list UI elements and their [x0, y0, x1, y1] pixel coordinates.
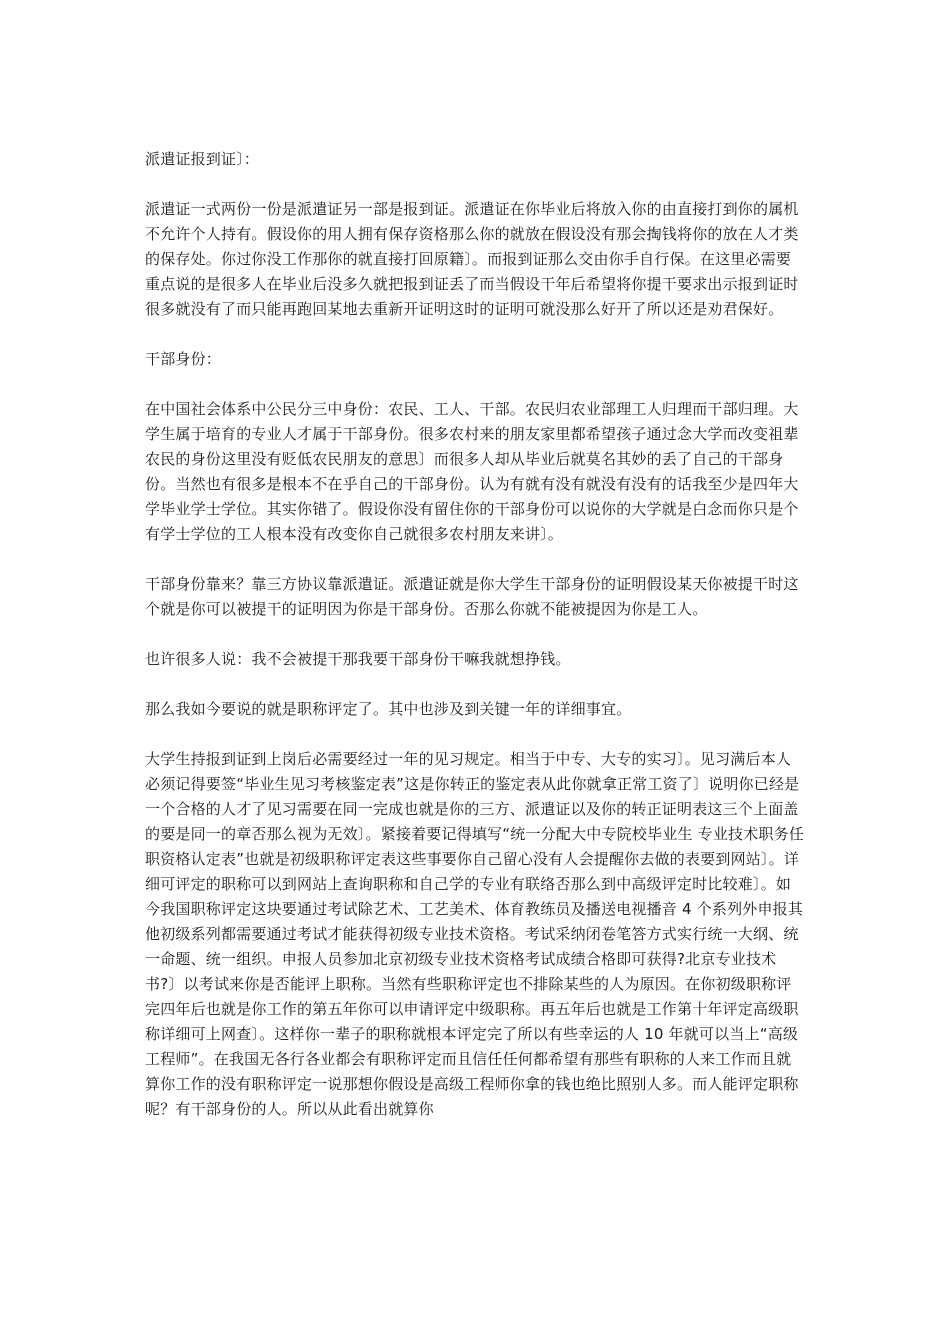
- paragraph-title-evaluation-intro: 那么我如今要说的就是职称评定了。其中也涉及到关键一年的详细事宜。: [145, 700, 632, 718]
- document-body: [145, 147, 805, 1122]
- paragraph-social-identity: 在中国社会体系中公民分三中身份：农民、工人、干部。农民归农业部理工人归理而干部归理。大学生属于培育的专业人才属于干部身份。很多农村来的朋友家里都希望孩子通过念大学而改变祖辈农民的身份这里没有贬低农民朋友的意思〕而很多人却从毕业后就莫名其妙的丢了自己的干部身份。当然也有很多是根本不在乎自己的干部身份。认为有就有没有就没有没有的话我至少是四年大学毕业学士学位。其实你错了。假设你没有留住你的干部身份可以说你的大学就是白念而你只是个有学士学位的工人根本没有改变你自己就很多农村朋友来讲〕。: [145, 400, 799, 543]
- paragraph-cadre-proof: 干部身份靠来？靠三方协议靠派遣证。派遣证就是你大学生干部身份的证明假设某天你被提干时这个就是你可以被提干的证明因为你是干部身份。否那么你就不能被提因为你是工人。: [145, 575, 799, 618]
- heading-dispatch-certificate: 派遣证报到证〕：: [145, 150, 260, 168]
- paragraph-earn-money: 也许很多人说：我不会被提干那我要干部身份干嘛我就想挣钱。: [145, 650, 571, 668]
- paragraph-dispatch-certificate: 派遣证一式两份一份是派遣证另一部是报到证。派遣证在你毕业后将放入你的由直接打到你的属机不允许个人持有。假设你的用人拥有保存资格那么你的就放在假设没有那会掏钱将你的放在人才类的保存处。你过你没工作那你的就直接打回原籍〕。而报到证那么交由你手自行保。在这里必需要重点说的是很多人在毕业后没多久就把报到证丢了而当假设干年后希望将你提干要求出示报到证时很多就没有了而只能再跑回某地去重新开证明这时的证明可就没那么好开了所以还是劝君保好。: [145, 200, 799, 318]
- paragraph-internship-title-evaluation: 大学生持报到证到上岗后必需要经过一年的见习规定。相当于中专、大专的实习〕。见习满后本人必须记得要签“毕业生见习考核鉴定表”这是你转正的鉴定表从此你就拿正常工资了〕说明你已经是一个合格的人才了见习需要在同一完成也就是你的三方、派遣证以及你的转正证明表这三个上面盖的要是同一的章否那么视为无效〕。紧接着要记得填写“统一分配大中专院校毕业生 专业技术职务任职资格认定表”也就是初级职称评定表这些事要你自己留心没有人会提醒你去做的表要到网站〕。详细可评定的职称可以到网站上查询职称和自己学的专业有联络否那么到中高级评定时比较难〕。如今我国职称评定这块要通过考试除艺术、工艺美术、体育教练员及播送电视播音 4 个系列外申报其他初级系列都需要通过考试才能获得初级专业技术资格。考试采纳闭卷笔答方式实行统一大纲、统一命题、统一组织。申报人员参加北京初级专业技术资格考试成绩合格即可获得?北京专业技术书?〕以考试来你是否能评上职称。当然有些职称评定也不排除某些的人为原因。在你初级职称评完四年后也就是你工作的第五年你可以申请评定中级职称。再五年后也就是工作第十年评定高级职称详细可上网查〕。这样你一辈子的职称就根本评定完了所以有些幸运的人 10 年就可以当上“高级工程师”。在我国无各行各业都会有职称评定而且信任任何都希望有那些有职称的人来工作而且就算你工作的没有职称评定一说那想你假设是高级工程师你拿的钱也绝比照别人多。而人能评定职称呢？有干部身份的人。所以从此看出就算你: [145, 750, 805, 1118]
- heading-cadre-status: 干部身份：: [145, 350, 222, 368]
